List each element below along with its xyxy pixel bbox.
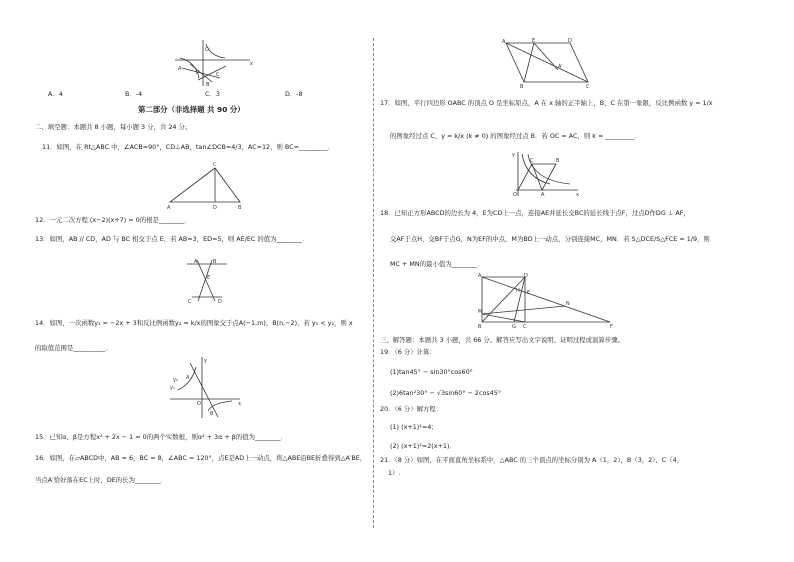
question-14-line1: 14．如图，一次函数y₁ = −2x + 3和反比例函数y₂ = k/x的图象交于点A(−1,m)，B(n,−2)，若 y₁ < y₂，则 x	[35, 319, 353, 327]
question-19-part1: (1)tan45° − sin30°cos60°	[390, 368, 473, 376]
label-b: B	[556, 158, 560, 164]
label-b: B	[238, 205, 242, 210]
figure-top-graph	[170, 38, 255, 88]
question-20-part1: (1) (x+1)²=4；	[390, 423, 438, 431]
label-y2: y₂	[173, 377, 178, 383]
label-y: y	[204, 358, 207, 364]
label-a: A	[186, 375, 190, 381]
label-d: D	[218, 299, 222, 305]
label-g: G	[512, 324, 516, 330]
solve-heading: 三、解答题：本题共 3 小题，共 66 分。解答应写出文字说明、证明过程或演算步骤。	[380, 336, 624, 344]
label-a: A	[478, 273, 482, 279]
label-e: E	[527, 290, 531, 296]
figure-q11-triangle	[165, 160, 245, 210]
label-b: B	[206, 82, 210, 88]
label-a: A	[541, 192, 545, 198]
label-x: x	[576, 192, 579, 198]
fill-heading: 二、填空题：本题共 8 小题，每小题 3 分，共 24 分。	[35, 123, 192, 131]
label-e: E	[207, 275, 211, 281]
label-b: B	[210, 411, 214, 417]
label-b: B	[478, 324, 482, 330]
column-divider	[373, 38, 374, 528]
question-11: 11．如图，在 Rt△ABC 中，∠ACB=90°，CD⊥AB，tan∠DCB=4/3，AC=12，则 BC=_________．	[42, 143, 335, 151]
label-p: P	[196, 70, 200, 76]
label-y: y	[512, 152, 515, 158]
question-21-line2: 1）.	[388, 469, 401, 477]
label-n: N	[566, 301, 570, 307]
option-c: C．3	[205, 90, 220, 98]
question-14-line2: 的取值范围是__________．	[35, 344, 112, 352]
label-d: D	[568, 38, 572, 44]
figure-q14-graph	[168, 355, 243, 420]
left-column	[30, 0, 365, 562]
label-a: A	[502, 39, 506, 45]
right-column	[380, 0, 765, 562]
figure-q18-square	[470, 272, 620, 330]
question-18-line3: MC + MN的最小值为________．	[390, 260, 484, 268]
label-o: O	[197, 401, 201, 407]
label-y1: y₁	[170, 385, 175, 391]
question-18-line1: 18．已知正方形ABCD的边长为 4，E为CD上一点，连接AE并延长交BC的延长线于点F，过点D作DG ⊥ AF，	[380, 209, 690, 217]
label-c: C	[188, 299, 192, 305]
label-d: D	[213, 205, 217, 210]
label-c: C	[586, 84, 590, 88]
question-17-line1: 17．如图，平行四边形 OABC 的顶点 O 是坐标原点，A 在 x 轴的正半轴上，B，C 在第一象限，反比例函数 y = 1/x	[380, 99, 713, 107]
question-12: 12．一元二次方程 (x−2)(x+7) = 0的根是________．	[35, 216, 191, 224]
label-c: C	[216, 72, 220, 78]
question-15: 15．已知α、β是方程x² + 2x − 1 = 0的两个实数根，则α² + 3α + β的值为________．	[35, 433, 287, 441]
question-21-line1: 21．（8 分）如图，在平面直角坐标系中，△ABC 的三个顶点的坐标分别为 A（1，2），B（3，2），C（4，	[380, 456, 684, 464]
question-20: 20．（6 分）解方程：	[380, 405, 443, 413]
label-a: A	[194, 259, 198, 265]
label-a: A	[167, 205, 171, 210]
label-x: x	[238, 401, 241, 407]
label-a: A	[178, 66, 182, 72]
question-18-line2: 交AF于点H，交BF于点G，N为EF的中点，M为BD上一动点，分别连接MC，MN．若 S△DCE/S△FCE = 1/9，则	[390, 235, 710, 243]
section-title: 第二部分（非选择题 共 90 分）	[138, 105, 245, 114]
figure-q13-crossing	[182, 255, 232, 305]
figure-parallelogram	[498, 38, 593, 88]
question-19-part2: (2)6tan²30° − √3sin60° − 2cos45°	[390, 389, 502, 397]
label-c: C	[523, 324, 527, 330]
figure-q17-graph	[510, 150, 580, 198]
option-a: A．4	[48, 90, 63, 98]
label-d: D	[524, 273, 528, 279]
label-x: x	[250, 61, 253, 67]
label-o: O	[513, 192, 517, 198]
label-a-prime: A′	[558, 64, 563, 70]
option-d: D．-8	[285, 90, 303, 98]
question-17-line2: 的图象经过点 C，y = k/x (k ≠ 0) 的图象经过点 B．若 OC = AC，则 k = _________．	[390, 132, 641, 140]
label-o: O	[205, 47, 209, 53]
label-c: C	[213, 162, 217, 168]
question-19: 19．（6 分）计算：	[380, 348, 436, 356]
question-13: 13．如图，AB // CD，AD 与 BC 相交于点 E，若 AB=3，ED=5，则 AE/EC 的值为________．	[35, 235, 309, 243]
label-m: M	[478, 309, 483, 315]
label-c: C	[530, 158, 534, 164]
label-f: F	[610, 324, 613, 330]
question-20-part2: (2) (x+1)²=2(x+1)．	[390, 442, 456, 450]
label-h: H	[516, 288, 520, 294]
label-e: E	[532, 38, 536, 44]
option-b: B．-4	[125, 90, 143, 98]
question-16-line1: 16．如图，在▱ABCD中，AB = 6，BC = 8，∠ABC = 120°，点E是AD上一动点，将△ABE沿BE折叠得到△A′BE，	[35, 454, 367, 462]
label-b: B	[520, 84, 524, 88]
label-b: B	[213, 259, 217, 265]
question-16-line2: 当点A′恰好落在EC上时，DE的长为________．	[35, 476, 167, 484]
